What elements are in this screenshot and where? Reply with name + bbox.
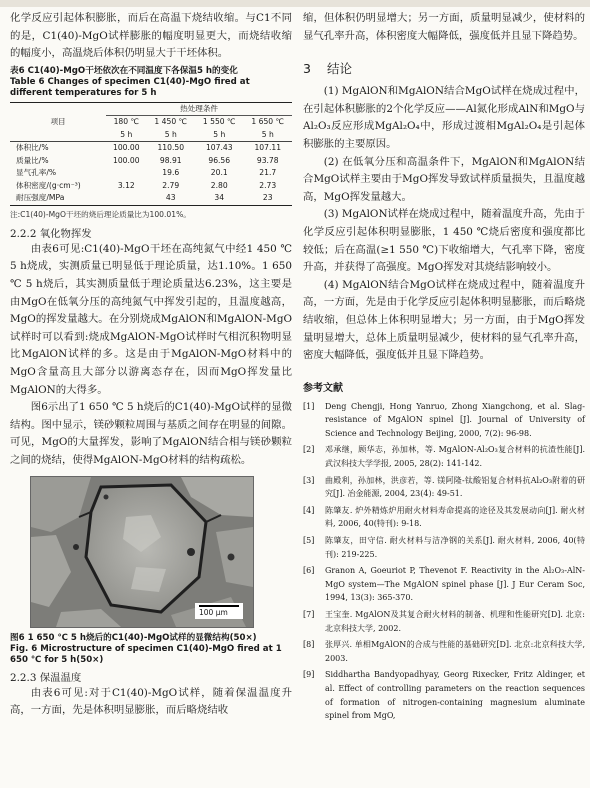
cell: 100.00: [113, 143, 140, 153]
cell: [106, 192, 146, 205]
row-label: 质量比/%: [16, 155, 49, 165]
reference-item: [303, 504, 585, 531]
table-caption-cn: 表6 C1(40)-MgO干坯依次在不同温度下各保温5 h的变化: [10, 65, 238, 76]
ref-number: [2]: [303, 445, 315, 455]
cell: 107.43: [205, 143, 233, 153]
reference-item: [303, 608, 585, 635]
ref-text: 陈肇友. 炉外精炼炉用耐火材料寿命提高的途径及其发展动向[J]. 耐火材料, 2006, 40(特刊): 9-18.: [325, 505, 585, 529]
cell: 43: [147, 192, 195, 205]
cell: 2.80: [210, 180, 228, 190]
conclusion-item: (3) MgAlON试样在烧成过程中，随着温度升高，先由于化学反应引起体积明显膨胀，1 450 ℃烧后密度和强度都比较低；后在高温(≥1 550 ℃)下收缩增大，气孔率下降，密度升高，并获得了高强度。MgO挥发对其烧结影响较小。: [303, 208, 585, 274]
scale-bar: [195, 603, 243, 619]
table-col-temp: 1 650 ℃: [251, 117, 285, 127]
row-label: 体积密度/(g·cm⁻³): [16, 180, 81, 190]
table-row: [10, 167, 292, 180]
micrograph-figure: [30, 476, 254, 628]
cell: [106, 167, 146, 180]
paragraph-continued: 缩，但体积仍明显增大；另一方面，质量明显减少，使材料的显气孔率升高，体积密度大幅降低，强度低并且显下降趋势。: [303, 12, 585, 42]
table-col-temp: 1 450 ℃: [154, 117, 188, 127]
row-label: 显气孔率/%: [16, 168, 57, 178]
ref-text: 陈肇友，田守信. 耐火材料与洁净钢的关系[J]. 耐火材料, 2006, 40(特刊): 219-225.: [325, 536, 585, 559]
ref-text: 王宝奎. MgAlON及其复合耐火材料的制备、机理和性能研究[D]. 北京:北京科技大学, 2002.: [325, 610, 585, 633]
reference-item: [303, 474, 585, 501]
page-header-strip: [0, 0, 590, 7]
ref-number: [5]: [303, 536, 315, 546]
cell: 23: [243, 192, 292, 205]
left-column: [10, 10, 292, 720]
table-header-item: 项目: [10, 102, 106, 142]
table-note: 注:C1(40)-MgO干坯的烧后理论质量比为100.01%。: [10, 209, 191, 219]
ref-text: Deng Chengji, Hong Yanruo, Zhong Xiangchong, et al. Slag-resistance of MgAlON spinel [J]. Journal of University of Science and Technology Beijing, 2000, 7(2): 96-98.: [325, 401, 585, 438]
conclusion-item: (4) MgAlON结合MgO试样在烧成过程中，随着温度升高，一方面，先是由于化学反应引起体积明显膨胀，而后略烧结收缩，但总体上体积明显增大；另一方面，由于MgO挥发量明显增大，总体上质量明显减少，使材料的显气孔率升高，密度大幅降低，强度低并且显下降趋势。: [303, 278, 585, 362]
cell: 20.1: [210, 168, 228, 178]
table-col-time: 5 h: [195, 129, 243, 142]
table-col-time: 5 h: [106, 129, 146, 142]
table-col-time: 5 h: [243, 129, 292, 142]
paragraph: 由表6可见:对于C1(40)-MgO试样，随着保温温度升高，一方面，先是体积明显膨胀，而后略烧结收: [10, 686, 292, 717]
ref-text: 张厚兴. 单相MgAlON的合成与性能的基础研究[D]. 北京:北京科技大学, 2003.: [325, 640, 585, 663]
cell: 100.00: [113, 155, 140, 165]
ref-number: [9]: [303, 670, 315, 680]
conclusion-item: (2) 在低氧分压和高温条件下，MgAlON和MgAlON结合MgO试样主要由于MgO挥发导致试样质量损失，且温度越高，MgO挥发量越大。: [303, 155, 585, 203]
figure-caption-en: Fig. 6 Microstructure of specimen C1(40)-MgO fired at 1 650 ℃ for 5 h(50×): [10, 643, 282, 665]
row-label: 耐压强度/MPa: [10, 192, 106, 205]
table-row: [10, 142, 292, 155]
table-row: [10, 180, 292, 193]
right-column: [303, 10, 585, 723]
references-heading: 参考文献: [303, 382, 343, 394]
section-heading-conclusion: [303, 59, 585, 77]
table-header-group: 热处理条件: [106, 102, 292, 116]
cell: 96.56: [208, 155, 231, 165]
paragraph: 图6示出了1 650 ℃ 5 h烧后的C1(40)-MgO试样的显微结构。图中显示，镁砂颗粒周围与基质之间存在明显的间隙。可见，MgO的大量挥发，影响了MgAlON结合相与镁砂颗粒之间的烧结，使得MgAlON-MgO材料的结构疏松。: [10, 401, 292, 466]
table-6: [10, 102, 292, 206]
figure-caption-cn: 图6 1 650 ℃ 5 h烧后的C1(40)-MgO试样的显微结构(50×): [10, 632, 257, 643]
reference-item: [303, 443, 585, 470]
section-heading-2-2-3: 2.2.3 保温温度: [10, 671, 82, 684]
ref-number: [6]: [303, 566, 315, 576]
paragraph: 由表6可见:C1(40)-MgO干坯在高纯氮气中经1 450 ℃ 5 h烧成，实测质量已明显低于理论质量，达1.10%。1 650 ℃ 5 h烧后，其实测质量低于理论质量达6.23%，这主要是由MgO在低氧分压的高纯氮气中挥发引起的，且温度越高，MgO的挥发量越大。在分别烧成MgAlON和MgAlON-MgO试样时可以看到:烧成MgAlON-MgO试样时气相沉积物明显比MgAlON试样的多。这是由于MgAlON-MgO材料中的MgO含量高且大部分以游离态存在，因而MgO挥发量比MgAlON的大得多。: [10, 242, 292, 396]
section-title: 结论: [326, 61, 352, 77]
conclusion-item: (1) MgAlON和MgAlON结合MgO试样在烧成过程中，在引起体积膨胀的2个化学反应——Al氮化形成AlN和MgO与Al₂O₃反应形成MgAl₂O₄中，形成过渡相MgAl₂O₄是引起体积膨胀的主要原因。: [303, 85, 585, 150]
reference-item: [303, 534, 585, 561]
cell: 34: [195, 192, 243, 205]
cell: 93.78: [256, 155, 279, 165]
ref-number: [3]: [303, 475, 315, 485]
reference-item: [303, 638, 585, 665]
paragraph-continued: 化学反应引起体积膨胀，而后在高温下烧结收缩。与C1不同的是，C1(40)-MgO试样膨胀的幅度明显更大，而烧结收缩的幅度小，高温烧后体积仍明显大于干坯体积。: [10, 12, 292, 60]
ref-text: Siddhartha Bandyopadhyay, Georg Rixecker, Fritz Aldinger, et al. Effect of controlling parameters on the reaction sequences of formation of nitrogen-containing magnesium aluminate spinel from MgO,: [325, 670, 585, 721]
table-caption-en: Table 6 Changes of specimen C1(40)-MgO fired at different temperatures for 5 h: [10, 76, 250, 98]
ref-text: 邓承继，顾华志，孙加林，等. MgAlON-Al₂O₃复合材料的抗渣性能[J]. 武汉科技大学学报, 2005, 28(2): 141-142.: [325, 445, 585, 469]
cell: 19.6: [162, 168, 180, 178]
ref-number: [8]: [303, 640, 315, 650]
table-6-caption: [10, 66, 292, 99]
reference-item: [303, 400, 585, 441]
table-col-time: 5 h: [147, 129, 195, 142]
cell: 3.12: [117, 180, 135, 190]
reference-item: [303, 564, 585, 605]
table-col-temp: 180 ℃: [113, 117, 140, 127]
cell: 107.11: [254, 143, 282, 153]
cell: 21.7: [259, 168, 277, 178]
cell: 2.73: [259, 180, 277, 190]
cell: 110.50: [157, 143, 185, 153]
cell: 2.79: [162, 180, 180, 190]
section-number: 3: [303, 61, 311, 77]
table-col-temp: 1 550 ℃: [202, 117, 236, 127]
scale-bar-label: 100 μm: [199, 607, 228, 617]
ref-number: [4]: [303, 505, 315, 515]
table-row: [10, 192, 292, 205]
ref-text: Granon A, Goeuriot P, Thevenot F. Reactivity in the Al₂O₃-AlN-MgO system—The MgAlON spinel phase [J]. J Eur Ceram Soc, 1994, 13(3): 365-370.: [325, 566, 585, 603]
table-row: [10, 155, 292, 168]
cell: 98.91: [159, 155, 182, 165]
reference-item: [303, 668, 585, 722]
ref-number: [7]: [303, 610, 315, 619]
ref-text: 曲殿利，孙加林，洪彦若，等. 镁阿隆-钛酸铝复合材料抗Al₂O₃附着的研究[J]. 冶金能源, 2004, 23(4): 49-51.: [325, 475, 585, 499]
row-label: 体积比/%: [16, 143, 49, 153]
ref-number: [1]: [303, 401, 315, 411]
section-heading-2-2-2: 2.2.2 氧化物挥发: [10, 227, 92, 240]
